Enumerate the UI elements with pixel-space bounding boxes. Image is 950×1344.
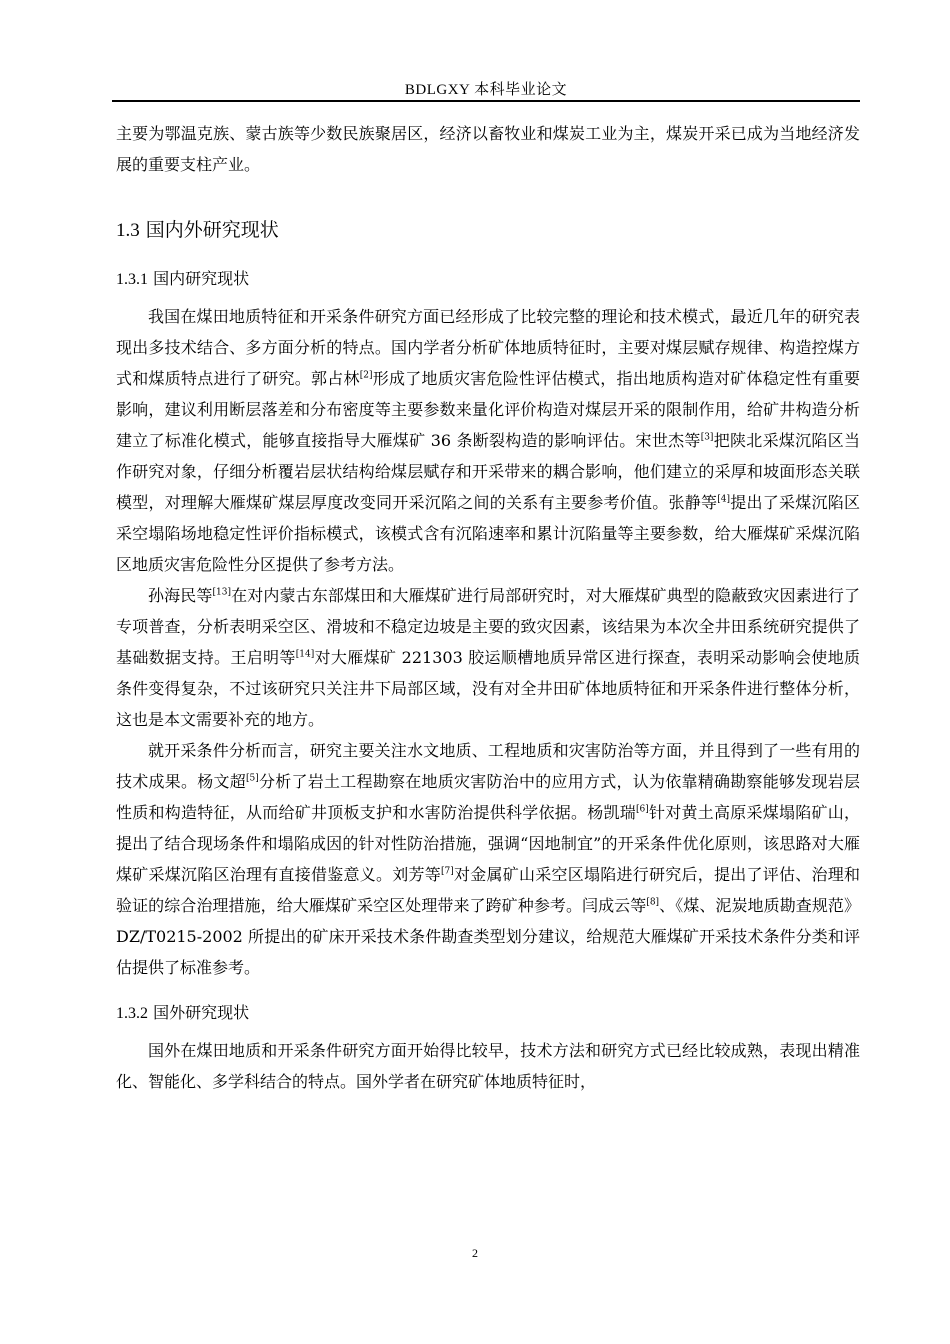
subsection-title: 国外研究现状 bbox=[153, 1003, 250, 1022]
subsection-number: 1.3.2 bbox=[116, 1005, 148, 1022]
body-text bbox=[116, 118, 860, 1097]
citation: [6] bbox=[635, 804, 649, 815]
paragraph-text: 、《煤、泥炭地质勘查规范》DZ/T0215-2002 所提出的矿床开采技术条件勘查类型划分建议，给规范大雁煤矿开采技术条件分类和评估提供了标准参考。 bbox=[116, 896, 860, 977]
paragraph-text: 分析了岩土工程勘察在地质灾害防治中的应用方式，认为依靠精确勘察能够发现岩层性质和构造特征，从而给矿井顶板支护和水害防治提供科学依据。杨凯瑞 bbox=[116, 772, 860, 822]
paragraph-mining-conditions bbox=[116, 735, 860, 983]
citation: [13] bbox=[212, 587, 231, 598]
running-header: BDLGXY 本科毕业论文 bbox=[404, 82, 568, 98]
continuation-paragraph: 主要为鄂温克族、蒙古族等少数民族聚居区，经济以畜牧业和煤炭工业为主，煤炭开采已成为当地经济发展的重要支柱产业。 bbox=[116, 124, 860, 174]
page-number: 2 bbox=[472, 1246, 478, 1260]
subsection-number: 1.3.1 bbox=[116, 271, 148, 288]
paragraph-text: 提出了采煤沉陷区采空塌陷场地稳定性评价指标模式，该模式含有沉陷速率和累计沉陷量等主要参数，给大雁煤矿采煤沉陷区地质灾害危险性分区提供了参考方法。 bbox=[116, 493, 860, 574]
paragraph-text: 孙海民等 bbox=[148, 586, 213, 605]
citation: [3] bbox=[700, 432, 714, 443]
citation: [5] bbox=[246, 773, 259, 784]
citation: [4] bbox=[717, 494, 730, 505]
subsection-title: 国内研究现状 bbox=[153, 269, 250, 288]
subsection-heading-foreign bbox=[116, 997, 860, 1029]
paragraph-text: 在对内蒙古东部煤田和大雁煤矿进行局部研究时，对大雁煤矿典型的隐蔽致灾因素进行了专项普查，分析表明采空区、滑坡和不稳定边坡是主要的致灾因素，该结果为本次全井田系统研究提供了基础数据支持。王启明等 bbox=[116, 586, 860, 667]
citation: [7] bbox=[441, 866, 454, 877]
paragraph-text: 对金属矿山采空区塌陷进行研究后，提出了评估、治理和验证的综合治理措施，给大雁煤矿采空区处理带来了跨矿种参考。闫成云等 bbox=[116, 865, 860, 915]
paragraph-text: 对大雁煤矿 221303 胶运顺槽地质异常区进行探查，表明采动影响会使地质条件变得复杂，不过该研究只关注井下局部区域，没有对全井田矿体地质特征和开采条件进行整体分析，这也是本文需要补充的地方。 bbox=[116, 648, 860, 729]
citation: [8] bbox=[646, 897, 660, 908]
subsection-heading-domestic bbox=[116, 263, 860, 295]
section-title: 国内外研究现状 bbox=[145, 219, 279, 241]
section-number: 1.3 bbox=[116, 220, 140, 241]
paragraph-text: 针对黄土高原采煤塌陷矿山，提出了结合现场条件和塌陷成因的针对性防治措施，强调“因地制宜”的开采条件优化原则，该思路对大雁煤矿采煤沉陷区治理有直接借鉴意义。刘芳等 bbox=[116, 803, 860, 884]
paragraph-text: 把陕北采煤沉陷区当作研究对象，仔细分析覆岩层状结构给煤层赋存和开采带来的耦合影响，他们建立的采厚和坡面形态关联模型，对理解大雁煤矿煤层厚度改变同开采沉陷之间的关系有主要参考价值。张静等 bbox=[116, 431, 860, 512]
paragraph-foreign-research bbox=[116, 1035, 860, 1097]
paragraph-text: 我国在煤田地质特征和开采条件研究方面已经形成了比较完整的理论和技术模式，最近几年的研究表现出多技术结合、多方面分析的特点。国内学者分析矿体地质特征时，主要对煤层赋存规律、构造控煤方式和煤质特点进行了研究。郭占林 bbox=[116, 307, 860, 388]
paragraph-text: 国外在煤田地质和开采条件研究方面开始得比较早，技术方法和研究方式已经比较成熟，表现出精准化、智能化、多学科结合的特点。国外学者在研究矿体地质特征时， bbox=[116, 1041, 860, 1091]
paragraph-local-studies bbox=[116, 580, 860, 735]
paragraph-text: 就开采条件分析而言，研究主要关注水文地质、工程地质和灾害防治等方面，并且得到了一些有用的技术成果。杨文超 bbox=[116, 741, 860, 791]
citation: [2] bbox=[359, 370, 373, 381]
citation: [14] bbox=[295, 649, 315, 660]
section-heading bbox=[116, 212, 860, 249]
paragraph-domestic-geology bbox=[116, 301, 860, 580]
header-rule bbox=[112, 100, 860, 102]
paragraph-text: 形成了地质灾害危险性评估模式，指出地质构造对矿体稳定性有重要影响，建议利用断层落差和分布密度等主要参数来量化评价构造对煤层开采的限制作用，给矿井构造分析建立了标准化模式，能够直接指导大雁煤矿 36 条断裂构造的影响评估。宋世杰等 bbox=[116, 369, 860, 450]
